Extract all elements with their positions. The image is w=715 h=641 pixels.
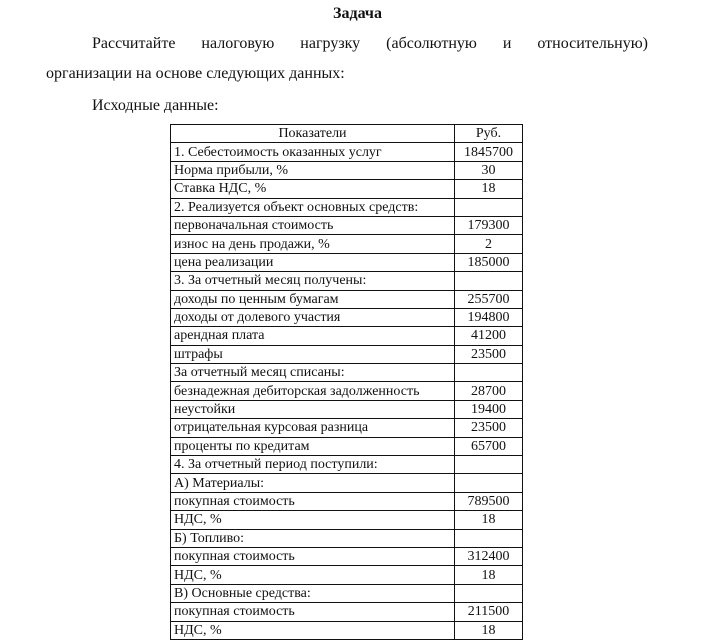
table-row: [171, 584, 523, 602]
row-label: А) Материалы:: [171, 474, 455, 492]
row-value: 2: [455, 235, 523, 253]
row-value: 23500: [455, 419, 523, 437]
row-label: арендная плата: [171, 327, 455, 345]
row-value: 211500: [455, 603, 523, 621]
row-value: 41200: [455, 327, 523, 345]
task-text-line-2: организации на основе следующих данных:: [46, 65, 345, 82]
table-row: [171, 364, 523, 382]
row-value: 28700: [455, 382, 523, 400]
row-label: НДС, %: [171, 566, 455, 584]
row-label: штрафы: [171, 345, 455, 363]
row-label: покупная стоимость: [171, 603, 455, 621]
row-value: 185000: [455, 253, 523, 271]
table-row: [171, 180, 523, 198]
source-data-table: [170, 124, 523, 640]
table-row: [171, 216, 523, 234]
row-label: НДС, %: [171, 511, 455, 529]
row-label: 3. За отчетный месяц получены:: [171, 272, 455, 290]
source-data-heading: Исходные данные:: [92, 97, 219, 114]
table-row: [171, 272, 523, 290]
row-label: Б) Топливо:: [171, 529, 455, 547]
row-value: 1845700: [455, 143, 523, 161]
row-value: 255700: [455, 290, 523, 308]
row-value: 179300: [455, 216, 523, 234]
table-row: [171, 437, 523, 455]
row-label: доходы по ценным бумагам: [171, 290, 455, 308]
row-value: 18: [455, 511, 523, 529]
column-header-rub: Руб.: [455, 125, 523, 143]
row-value: [455, 456, 523, 474]
row-label: цена реализации: [171, 253, 455, 271]
row-value: 18: [455, 180, 523, 198]
table-header-row: [171, 125, 523, 143]
row-label: износ на день продажи, %: [171, 235, 455, 253]
row-label: безнадежная дебиторская задолженность: [171, 382, 455, 400]
table-row: [171, 566, 523, 584]
row-label: НДС, %: [171, 621, 455, 639]
table-row: [171, 419, 523, 437]
row-label: Ставка НДС, %: [171, 180, 455, 198]
row-label: В) Основные средства:: [171, 584, 455, 602]
row-value: 18: [455, 621, 523, 639]
table-row: [171, 603, 523, 621]
table-row: [171, 382, 523, 400]
row-label: доходы от долевого участия: [171, 308, 455, 326]
table-row: [171, 547, 523, 565]
row-label: покупная стоимость: [171, 547, 455, 565]
table-row: [171, 529, 523, 547]
table-row: [171, 400, 523, 418]
row-label: первоначальная стоимость: [171, 216, 455, 234]
table-row: [171, 327, 523, 345]
row-label: 2. Реализуется объект основных средств:: [171, 198, 455, 216]
row-label: 4. За отчетный период поступили:: [171, 456, 455, 474]
row-value: 312400: [455, 547, 523, 565]
task-text-line-1: Рассчитайте налоговую нагрузку (абсолютную и относительную): [92, 35, 648, 52]
row-value: 30: [455, 161, 523, 179]
row-value: 789500: [455, 492, 523, 510]
table-row: [171, 456, 523, 474]
table-row: [171, 198, 523, 216]
row-value: 19400: [455, 400, 523, 418]
table-row: [171, 511, 523, 529]
row-label: проценты по кредитам: [171, 437, 455, 455]
table-row: [171, 492, 523, 510]
row-value: 23500: [455, 345, 523, 363]
table-row: [171, 143, 523, 161]
page-title: Задача: [333, 5, 382, 22]
column-header-indicator: Показатели: [171, 125, 455, 143]
table-body: [171, 143, 523, 640]
table-row: [171, 308, 523, 326]
table-row: [171, 235, 523, 253]
row-value: 65700: [455, 437, 523, 455]
table-row: [171, 253, 523, 271]
row-value: [455, 272, 523, 290]
table-row: [171, 290, 523, 308]
row-label: покупная стоимость: [171, 492, 455, 510]
row-value: [455, 584, 523, 602]
row-value: [455, 198, 523, 216]
row-value: 18: [455, 566, 523, 584]
table-row: [171, 345, 523, 363]
table-row: [171, 474, 523, 492]
row-label: Норма прибыли, %: [171, 161, 455, 179]
table-row: [171, 621, 523, 639]
row-value: [455, 529, 523, 547]
row-label: отрицательная курсовая разница: [171, 419, 455, 437]
row-label: 1. Себестоимость оказанных услуг: [171, 143, 455, 161]
row-value: [455, 474, 523, 492]
row-value: 194800: [455, 308, 523, 326]
row-label: За отчетный месяц списаны:: [171, 364, 455, 382]
row-value: [455, 364, 523, 382]
row-label: неустойки: [171, 400, 455, 418]
table-row: [171, 161, 523, 179]
